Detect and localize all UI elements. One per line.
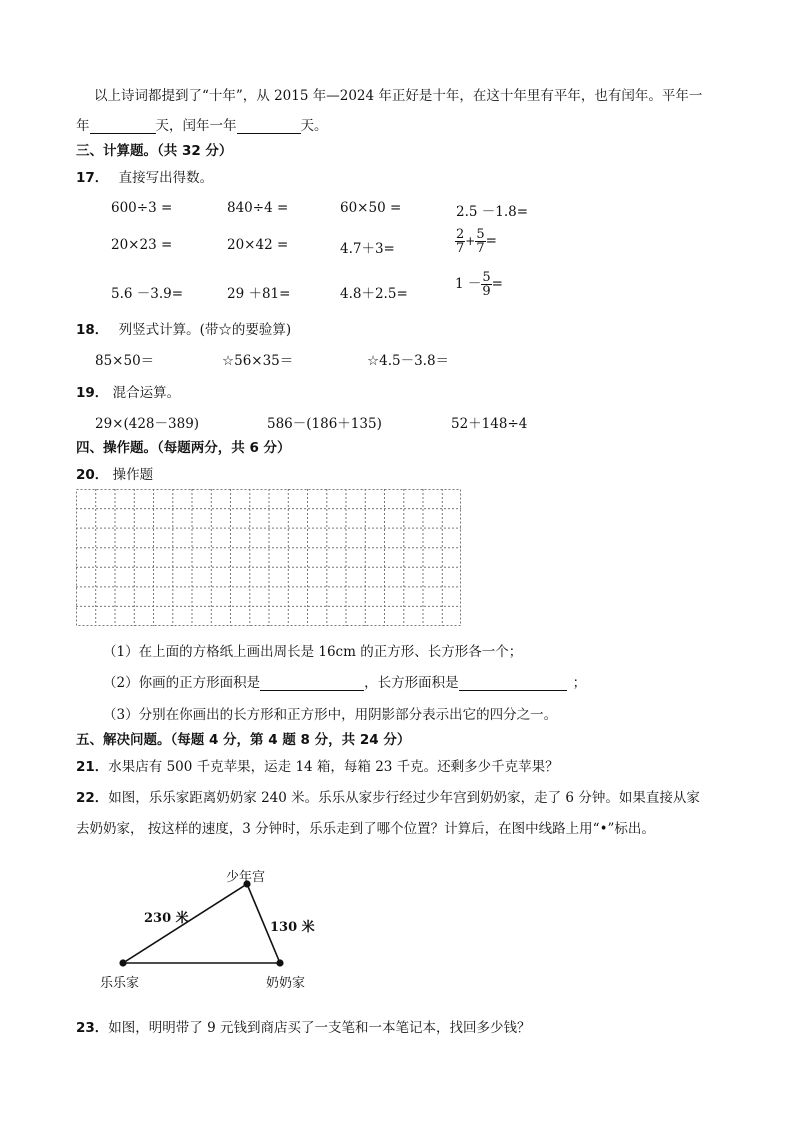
calc-r2-c3: 4.7＋3= [340,241,395,257]
q18-label [76,318,291,338]
q20-text: 操作题 [112,467,154,483]
answer-blank-common-year[interactable] [90,119,156,134]
label-home: 乐乐家 [100,976,140,991]
calc-r1-c4: 2.5 －1.8= [456,204,529,220]
calc-r1-c3: 60×50 = [340,200,402,216]
calc-r2-c4: $\frac{2}{7}$ + $\frac{5}{7}$ = [456,227,497,256]
intro-line-1: 以上诗词都提到了“十年”，从 2015 年—2024 年正好是十年，在这十年里有平年，也有闰年。平年一 [94,88,703,104]
q19-label [76,381,180,401]
q21-text: 水果店有 500 千克苹果，运走 14 箱，每箱 23 千克。还剩多少千克苹果？ [108,759,559,775]
q20-sub-2: （2）你画的正方形面积是 ，长方形面积是 ； [103,675,587,691]
q21-number: 21． [76,759,109,775]
q19-item-2: 586－(186＋135) [267,416,382,432]
q22-text-1: 如图，乐乐家距离奶奶家 240 米。乐乐从家步行经过少年宫到奶奶家，走了 6 分钟。如果直接从家 [108,790,700,806]
answer-blank-leap-year[interactable] [237,119,301,134]
label-distance-230: 230 米 [144,911,189,926]
q19-text: 混合运算。 [112,385,181,401]
q17-number: 17． [76,170,109,186]
q20-sub-3: （3）分别在你画出的长方形和正方形中，用阴影部分表示出它的四分之一。 [103,707,558,723]
q23-number: 23． [76,1020,109,1036]
calc-r2-c1: 20×23 = [111,237,173,253]
q19-item-1: 29×(428－389) [95,416,200,432]
fraction-5-7: $\frac{5}{7}$ [476,227,485,256]
calc-r3-c2: 29 ＋81= [227,286,291,302]
label-distance-130: 130 米 [270,920,315,935]
intro-line-2-a: 年 [76,118,90,134]
q23 [76,1016,530,1036]
intro-line-2-c: 天。 [300,118,328,134]
section-4-heading: 四、操作题。（每题两分，共 6 分） [76,440,291,456]
q17-label [76,166,213,186]
calc-r2-c2: 20×42 = [227,237,289,253]
calc-r1-c2: 840÷4 = [227,200,289,216]
q18-text: 列竖式计算。(带☆的要验算) [118,322,292,338]
q20-label [76,463,153,483]
q18-item-1: 85×50＝ [95,353,155,369]
q22-number: 22． [76,790,109,806]
label-grandma: 奶奶家 [266,976,306,991]
fraction-2-7: $\frac{2}{7}$ [456,227,465,256]
calc-r3-c4: 1 － $\frac{5}{9}$ = [455,270,503,299]
q23-text: 如图，明明带了 9 元钱到商店买了一支笔和一本笔记本，找回多少钱？ [108,1020,531,1036]
q22-line-1 [76,786,700,806]
q18-item-3: ☆4.5－3.8＝ [367,353,450,369]
q19-item-3: 52＋148÷4 [451,416,528,432]
point-home [119,959,126,966]
q20-number: 20． [76,467,109,483]
fraction-5-9: $\frac{5}{9}$ [482,270,491,299]
q19-number: 19． [76,385,109,401]
section-5-heading: 五、解决问题。（每题 4 分，第 4 题 8 分，共 24 分） [76,732,411,748]
intro-line-2 [76,114,328,134]
label-youth-palace: 少年宫 [226,870,266,885]
q18-number: 18． [76,322,109,338]
q21 [76,755,559,775]
square-grid-paper[interactable] [76,489,462,627]
intro-line-2-b: 天，闰年一年 [155,118,237,134]
q18-item-2: ☆56×35＝ [222,353,294,369]
calc-r3-c3: 4.8＋2.5= [340,286,408,302]
answer-blank-square-area[interactable] [260,676,364,691]
section-3-heading: 三、计算题。（共 32 分） [76,143,233,159]
point-grandma [276,959,283,966]
q22-line-2: 去奶奶家， 按这样的速度，3 分钟时，乐乐走到了哪个位置？计算后，在图中线路上用“•”标出。 [76,821,655,837]
calc-r1-c1: 600÷3 = [111,200,173,216]
q17-text: 直接写出得数。 [118,170,214,186]
calc-r3-c1: 5.6 －3.9= [111,286,184,302]
answer-blank-rectangle-area[interactable] [459,676,567,691]
q20-sub-1: （1）在上面的方格纸上画出周长是 16cm 的正方形、长方形各一个； [103,644,523,660]
